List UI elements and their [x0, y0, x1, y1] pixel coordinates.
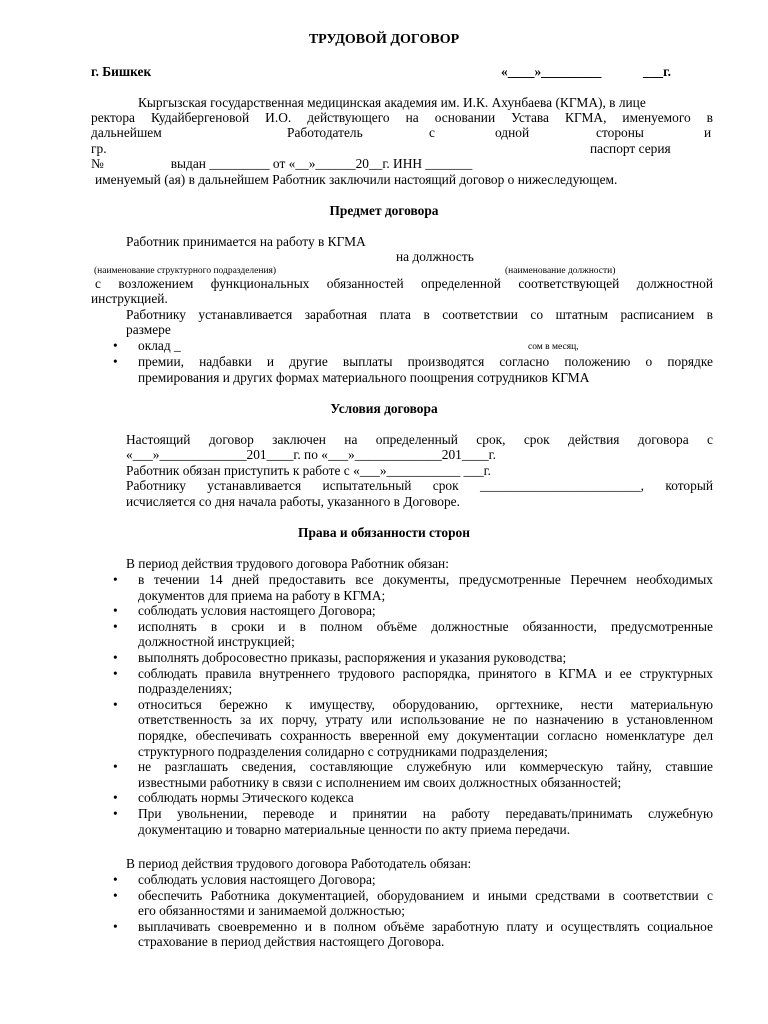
year-placeholder: ___г. [643, 64, 672, 79]
bullet-glyph: • [113, 759, 118, 775]
employer-obligation-item-1-line-1: соблюдать условия настоящего Договора; [138, 872, 376, 887]
employer-obligation-item-3-line-2: страхование в период действия настоящего Договора. [138, 934, 445, 950]
intro-line-5: № выдан _________ от «__»______20__г. ИНН _______ [91, 156, 473, 171]
intro-word-5: стороны [596, 125, 644, 140]
subject-p2-line-1: с возложением функциональных обязанностей определенной соответствующей должностной [95, 276, 713, 291]
bullet-glyph: • [113, 872, 118, 887]
employee-obligation-item-9-line-2: документацию и товарно материальные ценности по акту приема передачи. [138, 821, 571, 837]
employee-obligation-item-2-line-1: соблюдать условия настоящего Договора; [138, 603, 376, 619]
bullet-glyph: • [113, 650, 118, 665]
subject-p1-position: на должность [396, 249, 474, 264]
conditions-p3-line-1: Работнику устанавливается испытательный срок ________________________, который [126, 478, 713, 493]
employee-obligation-item-6-line-1: относиться бережно к имуществу, оборудованию, оргтехнике, нести материальную [138, 696, 713, 712]
rights-heading: Права и обязанности сторон [298, 525, 470, 540]
employee-obligation-item-6-line-4: структурного подразделения солидарно с сотрудниками подразделения; [138, 743, 548, 759]
subject-p3-line-1: Работнику устанавливается заработная плата в соответствии со штатным расписанием в [126, 307, 713, 322]
bullet-glyph: • [113, 790, 118, 806]
subject-heading: Предмет договора [329, 203, 439, 218]
intro-word-2: Работодатель [287, 125, 363, 140]
conditions-p1-line-1: Настоящий договор заключен на определенный срок, срок действия договора с [126, 432, 713, 447]
bullet-glyph: • [113, 618, 118, 634]
intro-word-3: с [429, 125, 435, 140]
conditions-p1-line-2: «___»_____________201____г. по «___»_____________201____г. [126, 447, 496, 462]
subject-p2-line-2: инструкцией. [91, 291, 168, 306]
intro-line-4-left: гр. [91, 141, 107, 156]
conditions-p2: Работник обязан приступить к работе с «___»___________ ___г. [126, 463, 491, 478]
intro-line-6: именуемый (ая) в дальнейшем Работник заключили настоящий договор о нижеследующем. [95, 172, 618, 187]
employee-obligation-item-1-line-1: в течении 14 дней предоставить все документы, предусмотренные Перечнем необходимых [138, 572, 713, 587]
city-label: г. Бишкек [91, 64, 152, 79]
employee-obligation-item-5-line-2: подразделениях; [138, 681, 233, 697]
salary-item-tail: сом в месяц, [528, 342, 579, 352]
employee-intro: В период действия трудового договора Работник обязан: [126, 556, 449, 571]
bullet-glyph: • [113, 918, 118, 934]
employee-obligation-item-3-line-2: должностной инструкцией; [138, 634, 295, 650]
bullet-glyph: • [113, 603, 118, 619]
intro-line-1: Кыргызская государственная медицинская академия им. И.К. Ахунбаева (КГМА), в лице [138, 95, 646, 110]
employee-obligation-item-1-line-2: документов для приема на работу в КГМА; [138, 587, 386, 603]
bonus-item-line-1: премии, надбавки и другие выплаты производятся согласно положению о порядке [138, 354, 713, 369]
employer-obligation-item-3-line-1: выплачивать своевременно и в полном объёме заработную плату и осуществлять социальное [138, 918, 713, 934]
bullet-glyph: • [113, 572, 118, 587]
caption-position: (наименование должности) [505, 266, 616, 276]
employee-obligation-item-3-line-1: исполнять в сроки и в полном объёме должностные обязанности, предусмотренные [138, 618, 713, 634]
bullet-glyph: • [113, 354, 118, 369]
bullet-glyph: • [113, 806, 118, 821]
intro-line-2: ректора Кудайбергеновой И.О. действующего на основании Устава КГМА, именуемого в [91, 110, 713, 125]
conditions-heading: Условия договора [330, 401, 438, 416]
employer-obligation-item-2-line-2: его обязанностями и занимаемой должностью; [138, 903, 405, 919]
employer-intro: В период действия трудового договора Работодатель обязан: [126, 856, 472, 871]
conditions-p3-line-2: исчисляется со дня начала работы, указанного в Договоре. [126, 494, 460, 509]
employee-obligation-item-7-line-1: не разглашать сведения, составляющие служебную или коммерческую тайну, ставшие [138, 759, 713, 775]
salary-item: оклад _ [138, 338, 181, 353]
employee-obligation-item-8-line-1: соблюдать нормы Этического кодекса [138, 790, 354, 806]
employee-obligation-item-7-line-2: известными работнику в связи с исполнением им своих должностных обязанностей; [138, 774, 622, 790]
document-title: ТРУДОВОЙ ДОГОВОР [308, 32, 460, 47]
employee-obligation-item-6-line-3: порядке, обеспечивать сохранность вверенной ему документации согласно номенклатуре дел [138, 728, 713, 743]
subject-p1: Работник принимается на работу в КГМА [126, 234, 366, 249]
employer-obligation-item-2-line-1: обеспечить Работника документацией, оборудованием и иными средствами в соответствии с [138, 887, 713, 903]
employee-obligation-item-5-line-1: соблюдать правила внутреннего трудового распорядка, принятого в КГМА и ее структурных [138, 665, 713, 681]
bullet-glyph: • [113, 338, 118, 353]
date-placeholder: «____»_________ [501, 64, 602, 79]
subject-p3-line-2: размере [126, 322, 171, 337]
employee-obligation-item-4-line-1: выполнять добросовестно приказы, распоряжения и указания руководства; [138, 650, 567, 665]
bonus-item-line-2: премирования и других формах материального поощрения сотрудников КГМА [138, 370, 590, 385]
intro-word-1: дальнейшем [91, 125, 162, 140]
intro-word-6: и [704, 125, 712, 140]
employee-obligation-item-6-line-2: ответственность за их порчу, утрату или использование не по назначению в установленном [138, 712, 713, 728]
bullet-glyph: • [113, 665, 118, 681]
bullet-glyph: • [113, 887, 118, 903]
caption-unit: (наименование структурного подразделения) [94, 266, 277, 276]
employee-obligation-item-9-line-1: При увольнении, переводе и принятии на работу передавать/принимать служебную [138, 806, 713, 821]
intro-word-4: одной [495, 125, 530, 140]
intro-line-4-right: паспорт серия [590, 141, 671, 156]
bullet-glyph: • [113, 696, 118, 712]
